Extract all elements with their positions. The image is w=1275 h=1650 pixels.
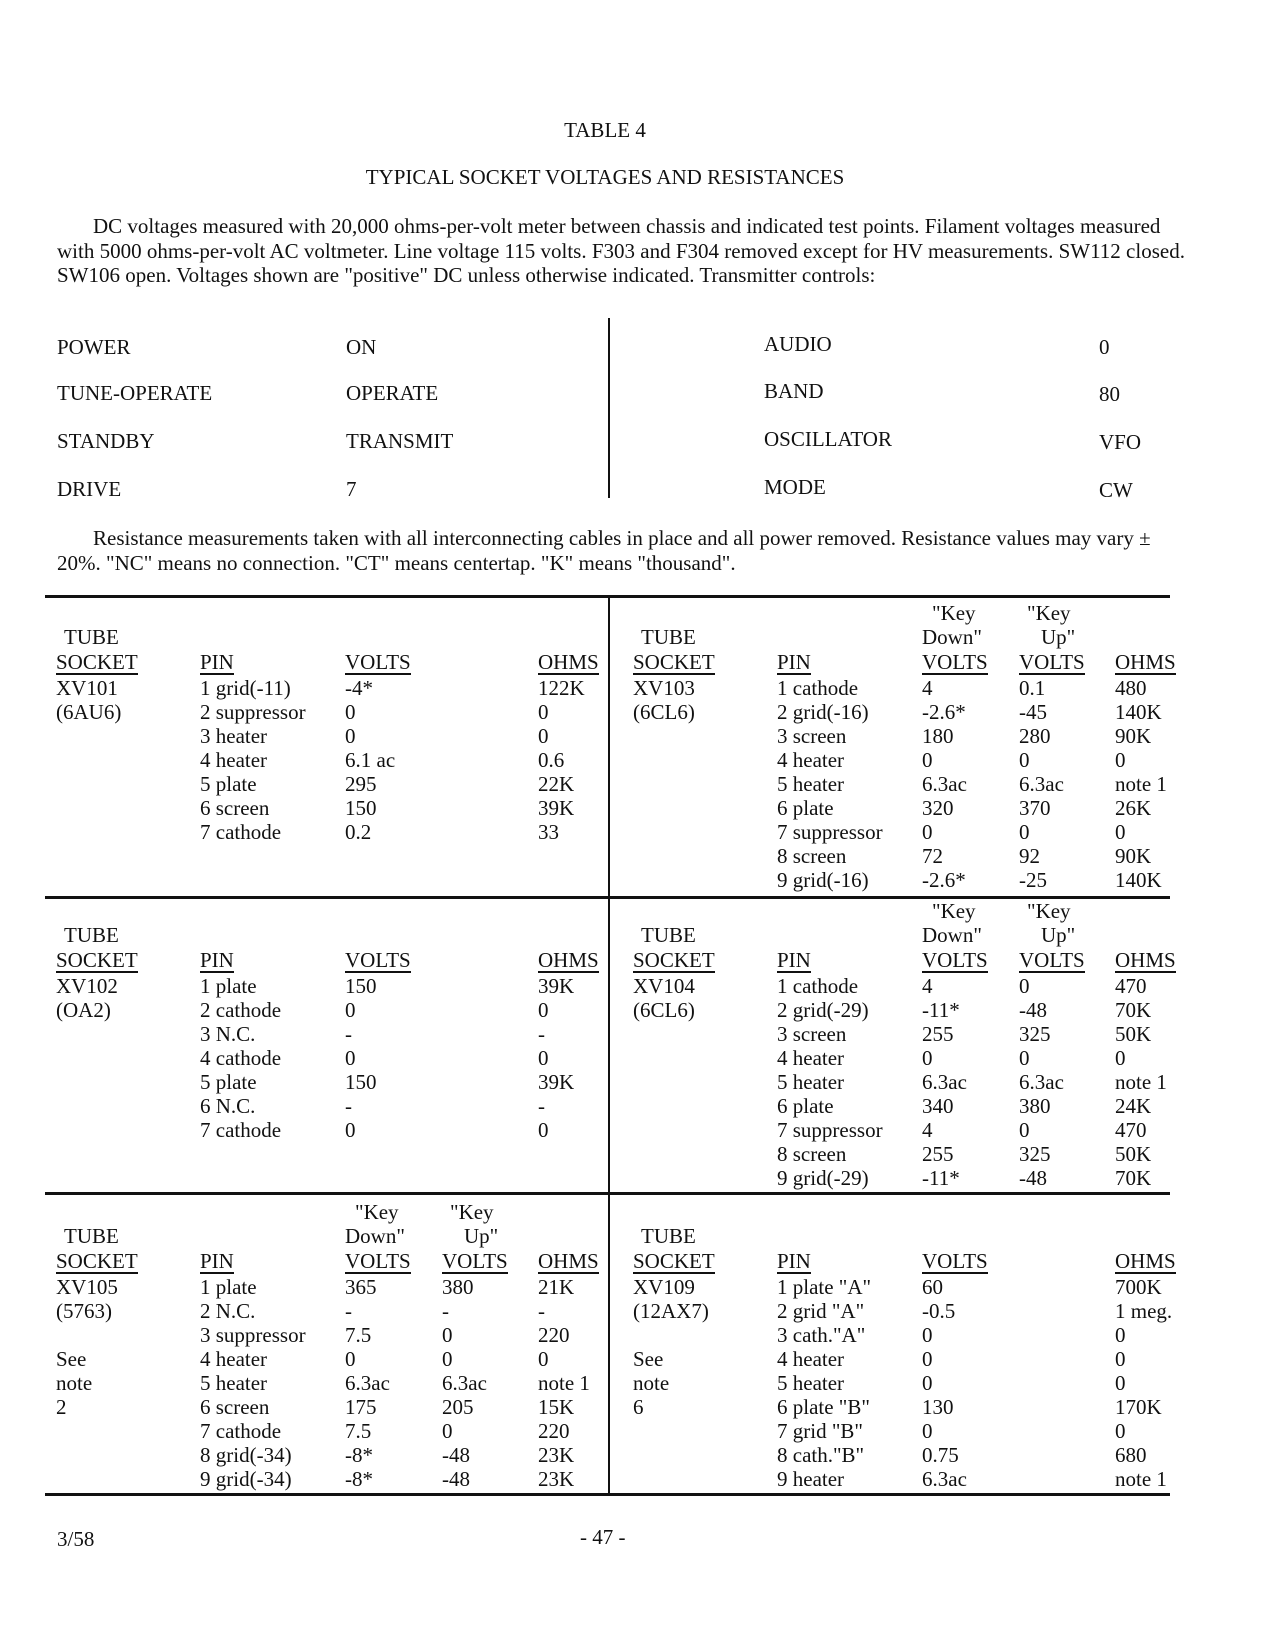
header-pin-label: PIN: [200, 650, 234, 674]
ohms-cell: 90K: [1115, 724, 1152, 748]
header-pin-label: PIN: [200, 948, 234, 972]
ohms-cell: 39K: [538, 974, 575, 998]
keyup-volts-cell: 6.3ac: [1019, 1070, 1064, 1094]
control-value: 80: [1099, 382, 1120, 406]
pin-cell: 6 plate: [777, 1094, 834, 1118]
header-volts-label: VOLTS: [1019, 948, 1085, 972]
socket-id: XV102: [56, 974, 118, 998]
header-pin-label: PIN: [200, 1249, 234, 1273]
pin-cell: 7 cathode: [200, 1419, 282, 1443]
volts-cell: 0: [922, 1323, 933, 1347]
header-volts-label: VOLTS: [922, 948, 988, 972]
keyup-volts-cell: 0: [1019, 1046, 1030, 1070]
ohms-cell: 0: [1115, 1419, 1126, 1443]
header-pin: [777, 650, 811, 675]
pin-cell: 7 cathode: [200, 1118, 282, 1142]
pin-cell: 4 heater: [777, 1347, 845, 1371]
keyup-volts-cell: 380: [1019, 1094, 1051, 1118]
ohms-cell: 22K: [538, 772, 575, 796]
volts-cell: 60: [922, 1275, 943, 1299]
socket-id: XV105: [56, 1275, 118, 1299]
header-ohms-label: OHMS: [538, 1249, 599, 1273]
keyup-volts-cell: 325: [1019, 1142, 1051, 1166]
header-key-down: "Key: [932, 601, 976, 625]
header-key-down: Down": [922, 923, 982, 947]
ohms-cell: 0: [1115, 1371, 1126, 1395]
keyup-volts-cell: 0: [442, 1419, 453, 1443]
volts-cell: 320: [922, 796, 954, 820]
socket-table-xv109: [621, 1195, 1181, 1490]
header-volts-label: VOLTS: [1019, 650, 1085, 674]
keyup-volts-cell: -25: [1019, 868, 1047, 892]
keyup-volts-cell: 0.1: [1019, 676, 1046, 700]
pin-cell: 4 cathode: [200, 1046, 282, 1070]
control-value: OPERATE: [346, 381, 439, 405]
ohms-cell: 680: [1115, 1443, 1147, 1467]
header-key-down: "Key: [355, 1200, 399, 1224]
header-key-up: Up": [464, 1224, 499, 1248]
pin-cell: 5 heater: [200, 1371, 268, 1395]
pin-cell: 5 plate: [200, 772, 257, 796]
pin-cell: 2 grid(-29): [777, 998, 869, 1022]
control-value: 0: [1099, 335, 1110, 359]
volts-cell: -: [345, 1094, 352, 1118]
header-key-up: "Key: [1027, 899, 1071, 923]
volts-cell: 0: [922, 748, 933, 772]
header-socket: [56, 650, 138, 675]
keyup-volts-cell: 0: [1019, 748, 1030, 772]
ohms-cell: 90K: [1115, 844, 1152, 868]
pin-cell: 9 heater: [777, 1467, 845, 1491]
volts-cell: 175: [345, 1395, 377, 1419]
header-socket-label: SOCKET: [56, 948, 138, 972]
header-tube: TUBE: [64, 923, 119, 947]
keyup-volts-cell: -48: [442, 1467, 470, 1491]
ohms-cell: 140K: [1115, 700, 1162, 724]
volts-cell: 255: [922, 1142, 954, 1166]
volts-cell: -8*: [345, 1443, 373, 1467]
pin-cell: 4 heater: [777, 748, 845, 772]
volts-cell: 0: [345, 1118, 356, 1142]
header-volts-label: VOLTS: [922, 650, 988, 674]
header-volts-label: VOLTS: [345, 948, 411, 972]
header-volts: [922, 948, 988, 973]
ohms-cell: 50K: [1115, 1142, 1152, 1166]
control-label: STANDBY: [57, 429, 155, 453]
volts-cell: 255: [922, 1022, 954, 1046]
volts-cell: -8*: [345, 1467, 373, 1491]
header-key-up: Up": [1041, 625, 1076, 649]
ohms-cell: 50K: [1115, 1022, 1152, 1046]
control-label: AUDIO: [764, 332, 832, 356]
pin-cell: 8 cath."B": [777, 1443, 865, 1467]
control-label: OSCILLATOR: [764, 427, 892, 451]
volts-cell: 150: [345, 1070, 377, 1094]
header-socket: [633, 948, 715, 973]
header-socket-label: SOCKET: [56, 1249, 138, 1273]
ohms-cell: 0: [1115, 1046, 1126, 1070]
header-socket-label: SOCKET: [633, 1249, 715, 1273]
pin-cell: 1 plate: [200, 1275, 257, 1299]
header-ohms: [1115, 650, 1176, 675]
volts-cell: -4*: [345, 676, 373, 700]
header-socket: [633, 650, 715, 675]
header-volts-label: VOLTS: [345, 1249, 411, 1273]
socket-table-xv105: [44, 1195, 604, 1490]
keyup-volts-cell: 205: [442, 1395, 474, 1419]
ohms-cell: 0: [538, 1347, 549, 1371]
volts-cell: -: [345, 1299, 352, 1323]
header-socket-label: SOCKET: [633, 650, 715, 674]
ohms-cell: -: [538, 1022, 545, 1046]
header-key-down: Down": [345, 1224, 405, 1248]
volts-cell: 0: [345, 998, 356, 1022]
header-pin: [777, 1249, 811, 1274]
volts-cell: -: [345, 1022, 352, 1046]
pin-cell: 7 cathode: [200, 820, 282, 844]
pin-cell: 9 grid(-34): [200, 1467, 292, 1491]
pin-cell: 3 N.C.: [200, 1022, 256, 1046]
ohms-cell: 33: [538, 820, 559, 844]
pin-cell: 7 suppressor: [777, 1118, 883, 1142]
socket-id: XV109: [633, 1275, 695, 1299]
tube-type: (6CL6): [633, 700, 695, 724]
pin-cell: 2 N.C.: [200, 1299, 256, 1323]
ohms-cell: 480: [1115, 676, 1147, 700]
header-tube: TUBE: [641, 625, 696, 649]
volts-cell: 0: [345, 1347, 356, 1371]
ohms-cell: 39K: [538, 796, 575, 820]
ohms-cell: -: [538, 1094, 545, 1118]
volts-cell: 0: [922, 1347, 933, 1371]
ohms-cell: 23K: [538, 1443, 575, 1467]
pin-cell: 6 plate: [777, 796, 834, 820]
ohms-cell: 0: [538, 998, 549, 1022]
volts-cell: 0: [922, 1046, 933, 1070]
header-ohms-label: OHMS: [538, 650, 599, 674]
keyup-volts-cell: 0: [1019, 1118, 1030, 1142]
header-key-up: Up": [1041, 923, 1076, 947]
ohms-cell: 23K: [538, 1467, 575, 1491]
keyup-volts-cell: 0: [442, 1347, 453, 1371]
header-pin-label: PIN: [777, 948, 811, 972]
header-volts: [922, 1249, 988, 1274]
ohms-cell: 470: [1115, 974, 1147, 998]
header-key-up: "Key: [450, 1200, 494, 1224]
pin-cell: 1 cathode: [777, 676, 859, 700]
header-ohms: [1115, 948, 1176, 973]
pin-cell: 5 heater: [777, 1070, 845, 1094]
socket-table-xv104: [621, 899, 1181, 1194]
pin-cell: 3 screen: [777, 1022, 847, 1046]
ohms-cell: 15K: [538, 1395, 575, 1419]
socket-note: 2: [56, 1395, 67, 1419]
header-pin-label: PIN: [777, 1249, 811, 1273]
keyup-volts-cell: -48: [1019, 1166, 1047, 1190]
pin-cell: 2 cathode: [200, 998, 282, 1022]
volts-cell: 0: [922, 820, 933, 844]
keyup-volts-cell: 0: [442, 1323, 453, 1347]
volts-cell: 0: [345, 1046, 356, 1070]
keyup-volts-cell: -: [442, 1299, 449, 1323]
ohms-cell: 70K: [1115, 1166, 1152, 1190]
volts-cell: -2.6*: [922, 700, 966, 724]
header-pin: [200, 650, 234, 675]
socket-id: XV103: [633, 676, 695, 700]
header-volts-label: VOLTS: [442, 1249, 508, 1273]
volts-cell: 0: [922, 1419, 933, 1443]
ohms-cell: 0: [538, 724, 549, 748]
pin-cell: 8 grid(-34): [200, 1443, 292, 1467]
pin-cell: 3 suppressor: [200, 1323, 306, 1347]
ohms-cell: 0: [1115, 1347, 1126, 1371]
controls-divider: [608, 318, 610, 498]
ohms-cell: 170K: [1115, 1395, 1162, 1419]
header-socket-label: SOCKET: [56, 650, 138, 674]
tube-type: (5763): [56, 1299, 112, 1323]
socket-table-xv101: [44, 598, 604, 893]
keyup-volts-cell: 6.3ac: [442, 1371, 487, 1395]
keyup-volts-cell: 0: [1019, 974, 1030, 998]
header-ohms: [538, 650, 599, 675]
volts-cell: 0: [345, 724, 356, 748]
header-tube: TUBE: [64, 1224, 119, 1248]
header-socket: [633, 1249, 715, 1274]
ohms-cell: 21K: [538, 1275, 575, 1299]
ohms-cell: 0: [538, 1118, 549, 1142]
header-pin: [200, 1249, 234, 1274]
volts-cell: 4: [922, 974, 933, 998]
volts-cell: -11*: [922, 998, 960, 1022]
header-key-up: "Key: [1027, 601, 1071, 625]
header-volts: [345, 1249, 411, 1274]
volts-cell: 7.5: [345, 1419, 372, 1443]
ohms-cell: 0.6: [538, 748, 565, 772]
volts-cell: 150: [345, 974, 377, 998]
table-number: TABLE 4: [564, 118, 646, 142]
volts-cell: -11*: [922, 1166, 960, 1190]
header-volts-label: VOLTS: [345, 650, 411, 674]
header-pin: [777, 948, 811, 973]
pin-cell: 6 plate "B": [777, 1395, 870, 1419]
volts-cell: 0: [345, 700, 356, 724]
ohms-cell: 700K: [1115, 1275, 1162, 1299]
pin-cell: 3 screen: [777, 724, 847, 748]
pin-cell: 5 plate: [200, 1070, 257, 1094]
ohms-cell: 1 meg.: [1115, 1299, 1173, 1323]
volts-cell: 4: [922, 1118, 933, 1142]
control-value: ON: [346, 335, 377, 359]
keyup-volts-cell: 92: [1019, 844, 1040, 868]
socket-id: XV101: [56, 676, 118, 700]
pin-cell: 2 grid(-16): [777, 700, 869, 724]
volts-cell: 6.1 ac: [345, 748, 396, 772]
keyup-volts-cell: -45: [1019, 700, 1047, 724]
ohms-cell: 220: [538, 1323, 570, 1347]
footer-date: 3/58: [57, 1527, 95, 1551]
header-volts: [345, 948, 411, 973]
volts-cell: 365: [345, 1275, 377, 1299]
control-value: 7: [346, 477, 357, 501]
socket-table-xv103: [621, 598, 1181, 893]
control-value: VFO: [1099, 430, 1142, 454]
ohms-cell: -: [538, 1299, 545, 1323]
volts-cell: 150: [345, 796, 377, 820]
volts-cell: 340: [922, 1094, 954, 1118]
volts-cell: 0.75: [922, 1443, 959, 1467]
pin-cell: 6 screen: [200, 1395, 270, 1419]
pin-cell: 9 grid(-29): [777, 1166, 869, 1190]
keyup-volts-cell: 370: [1019, 796, 1051, 820]
header-volts-label: VOLTS: [922, 1249, 988, 1273]
socket-table-xv102: [44, 899, 604, 1194]
keyup-volts-cell: 380: [442, 1275, 474, 1299]
header-ohms: [538, 1249, 599, 1274]
tube-type: (OA2): [56, 998, 111, 1022]
ohms-cell: 0: [538, 1046, 549, 1070]
volts-cell: 72: [922, 844, 943, 868]
ohms-cell: note 1: [1115, 1467, 1167, 1491]
resistance-note: Resistance measurements taken with all interconnecting cables in place and all power removed. Resistance values may vary ± 20%. "NC" means no connection. "CT" means centertap. "K" means "thousand".: [57, 526, 1151, 575]
pin-cell: 5 heater: [777, 1371, 845, 1395]
control-label: TUNE-OPERATE: [57, 381, 213, 405]
pin-cell: 4 heater: [200, 1347, 268, 1371]
header-volts: [345, 650, 411, 675]
ohms-cell: 0: [538, 700, 549, 724]
tube-type: (6CL6): [633, 998, 695, 1022]
socket-id: XV104: [633, 974, 695, 998]
header-socket: [56, 948, 138, 973]
volts-cell: 0: [922, 1371, 933, 1395]
page-title: TYPICAL SOCKET VOLTAGES AND RESISTANCES: [365, 165, 845, 189]
header-tube: TUBE: [641, 1224, 696, 1248]
page-number: - 47 -: [580, 1525, 626, 1549]
ohms-cell: 0: [1115, 748, 1126, 772]
keyup-volts-cell: -48: [442, 1443, 470, 1467]
tube-type: (6AU6): [56, 700, 122, 724]
ohms-cell: 70K: [1115, 998, 1152, 1022]
ohms-cell: 470: [1115, 1118, 1147, 1142]
pin-cell: 8 screen: [777, 844, 847, 868]
pin-cell: 2 suppressor: [200, 700, 306, 724]
ohms-cell: 24K: [1115, 1094, 1152, 1118]
header-ohms-label: OHMS: [1115, 1249, 1176, 1273]
header-ohms-label: OHMS: [1115, 650, 1176, 674]
pin-cell: 7 suppressor: [777, 820, 883, 844]
control-label: BAND: [764, 379, 824, 403]
header-socket-label: SOCKET: [633, 948, 715, 972]
volts-cell: 0.2: [345, 820, 372, 844]
header-tube: TUBE: [64, 625, 119, 649]
header-keyup-volts: [1019, 650, 1085, 675]
pin-cell: 1 plate: [200, 974, 257, 998]
ohms-cell: note 1: [538, 1371, 590, 1395]
ohms-cell: 0: [1115, 1323, 1126, 1347]
ohms-cell: 26K: [1115, 796, 1152, 820]
pin-cell: 1 plate "A": [777, 1275, 872, 1299]
socket-note: note: [633, 1371, 670, 1395]
ohms-cell: 122K: [538, 676, 585, 700]
volts-cell: 180: [922, 724, 954, 748]
keyup-volts-cell: 6.3ac: [1019, 772, 1064, 796]
ohms-cell: 39K: [538, 1070, 575, 1094]
pin-cell: 1 cathode: [777, 974, 859, 998]
volts-cell: 130: [922, 1395, 954, 1419]
header-tube: TUBE: [641, 923, 696, 947]
pin-cell: 8 screen: [777, 1142, 847, 1166]
socket-note: See: [633, 1347, 664, 1371]
volts-cell: -2.6*: [922, 868, 966, 892]
keyup-volts-cell: 280: [1019, 724, 1051, 748]
ohms-cell: 220: [538, 1419, 570, 1443]
pin-cell: 6 screen: [200, 796, 270, 820]
header-keyup-volts: [1019, 948, 1085, 973]
ohms-cell: note 1: [1115, 1070, 1167, 1094]
tube-type: (12AX7): [633, 1299, 709, 1323]
volts-cell: 6.3ac: [345, 1371, 390, 1395]
keyup-volts-cell: 325: [1019, 1022, 1051, 1046]
ohms-cell: 140K: [1115, 868, 1162, 892]
pin-cell: 9 grid(-16): [777, 868, 869, 892]
header-ohms-label: OHMS: [1115, 948, 1176, 972]
header-pin-label: PIN: [777, 650, 811, 674]
control-label: MODE: [764, 475, 826, 499]
volts-cell: 4: [922, 676, 933, 700]
volts-cell: 7.5: [345, 1323, 372, 1347]
pin-cell: 1 grid(-11): [200, 676, 291, 700]
pin-cell: 4 heater: [777, 1046, 845, 1070]
table-divider: [608, 595, 610, 1495]
header-ohms: [1115, 1249, 1176, 1274]
volts-cell: 6.3ac: [922, 1070, 967, 1094]
volts-cell: 6.3ac: [922, 1467, 967, 1491]
ohms-cell: note 1: [1115, 772, 1167, 796]
control-value: TRANSMIT: [346, 429, 454, 453]
pin-cell: 2 grid "A": [777, 1299, 865, 1323]
pin-cell: 3 heater: [200, 724, 268, 748]
header-key-down: "Key: [932, 899, 976, 923]
header-keyup-volts: [442, 1249, 508, 1274]
header-ohms: [538, 948, 599, 973]
header-ohms-label: OHMS: [538, 948, 599, 972]
socket-note: 6: [633, 1395, 644, 1419]
volts-cell: 295: [345, 772, 377, 796]
header-pin: [200, 948, 234, 973]
socket-note: See: [56, 1347, 87, 1371]
keyup-volts-cell: 0: [1019, 820, 1030, 844]
volts-cell: 6.3ac: [922, 772, 967, 796]
header-volts: [922, 650, 988, 675]
pin-cell: 7 grid "B": [777, 1419, 863, 1443]
control-label: DRIVE: [57, 477, 122, 501]
keyup-volts-cell: -48: [1019, 998, 1047, 1022]
socket-note: note: [56, 1371, 93, 1395]
control-label: POWER: [57, 335, 131, 359]
pin-cell: 4 heater: [200, 748, 268, 772]
pin-cell: 6 N.C.: [200, 1094, 256, 1118]
intro-paragraph: DC voltages measured with 20,000 ohms-per-volt meter between chassis and indicated test points. Filament voltages measured with 5000 ohms-per-volt AC voltmeter. Line voltage 115 volts. F303 and F304 removed except for HV measurements. SW112 closed. SW106 open. Voltages shown are "positive" DC unless otherwise indicated. Transmitter controls:: [57, 214, 1185, 287]
header-key-down: Down": [922, 625, 982, 649]
pin-cell: 3 cath."A": [777, 1323, 866, 1347]
pin-cell: 5 heater: [777, 772, 845, 796]
volts-cell: -0.5: [922, 1299, 956, 1323]
ohms-cell: 0: [1115, 820, 1126, 844]
control-value: CW: [1099, 478, 1133, 502]
header-socket: [56, 1249, 138, 1274]
